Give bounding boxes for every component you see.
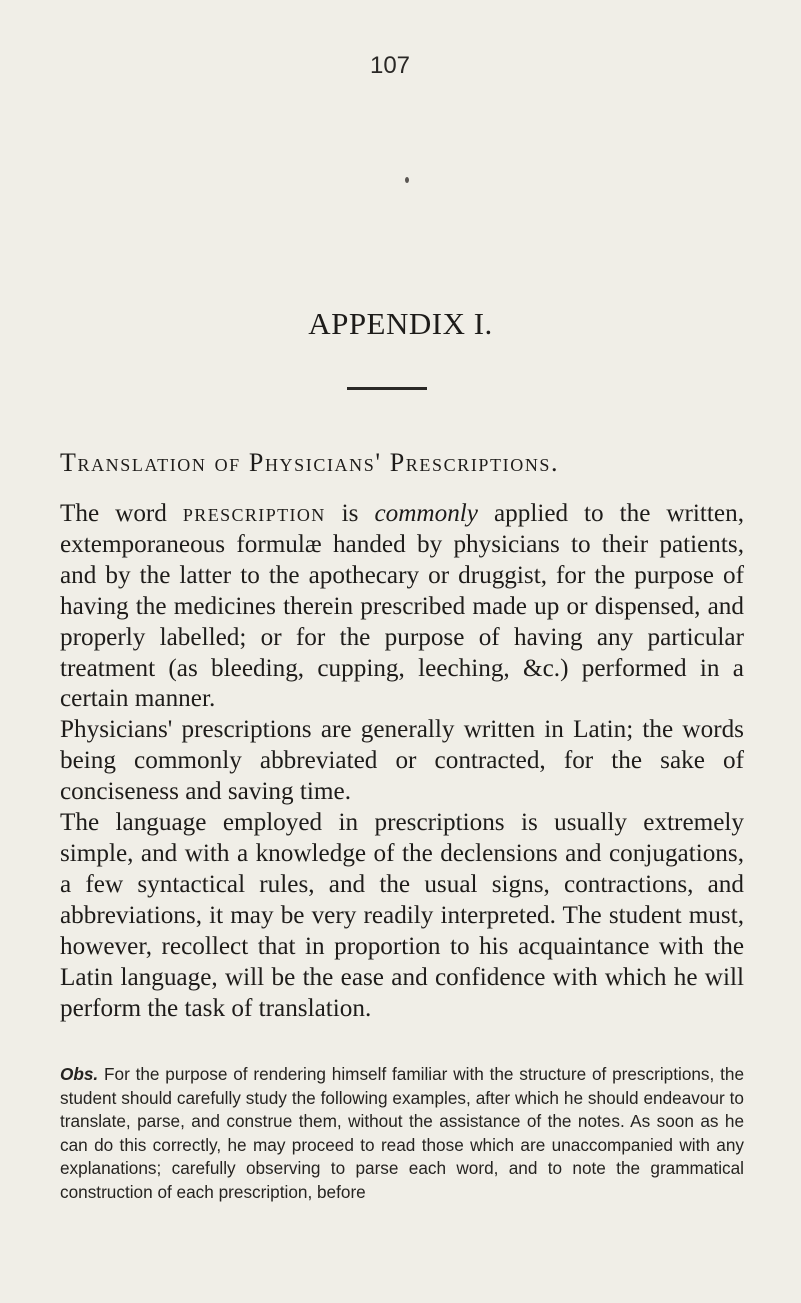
paragraph-3: The language employed in prescriptions is usually extremely simple, and with a knowledge of the declensions and conjugations, a few syntactical rules, and the usual signs, contractions, and abbreviations, it may be very readily interpreted. The student must, however, recollect that in proportion to his acquaintance with the Latin language, will be the ease and confidence with which he will perform the task of translation. [60,809,744,1022]
text-run: is [325,500,375,527]
page-number: 107 [369,52,411,79]
observation-note [60,1063,744,1205]
term-prescription: prescription [182,500,326,527]
emphasis-commonly: commonly [374,500,478,527]
note-text: For the purpose of rendering himself familiar with the structure of prescriptions, the student should carefully study the following examples, after which he should endeavour to translate, parse, and construe them, without the assistance of the notes. As soon as he can do this correctly, he may proceed to read those which are unaccompanied with any explanations; carefully observing to parse each word, and to note the grammatical construction of each prescription, before [60,1064,744,1202]
text-run: The word [60,500,183,527]
paragraph-1 [60,499,744,715]
title-rule [347,387,427,390]
body-text [60,499,744,1024]
appendix-title: APPENDIX I. [308,306,493,341]
text-run: applied to the written, extemporaneous formulæ handed by physicians to their patients, and by the latter to the apothecary or druggist, for the purpose of having the medicines therein prescribed made up or dispensed, and properly labelled; or for the purpose of having any particular treatment (as bleeding, cupping, leeching, &c.) performed in a certain manner. [60,500,744,713]
section-heading: Translation of Physicians' Prescriptions. [60,448,560,477]
ink-speck [405,177,409,183]
paragraph-2: Physicians' prescriptions are generally written in Latin; the words being commonly abbreviated or contracted, for the sake of conciseness and saving time. [60,716,744,806]
note-label: Obs. [60,1064,99,1084]
